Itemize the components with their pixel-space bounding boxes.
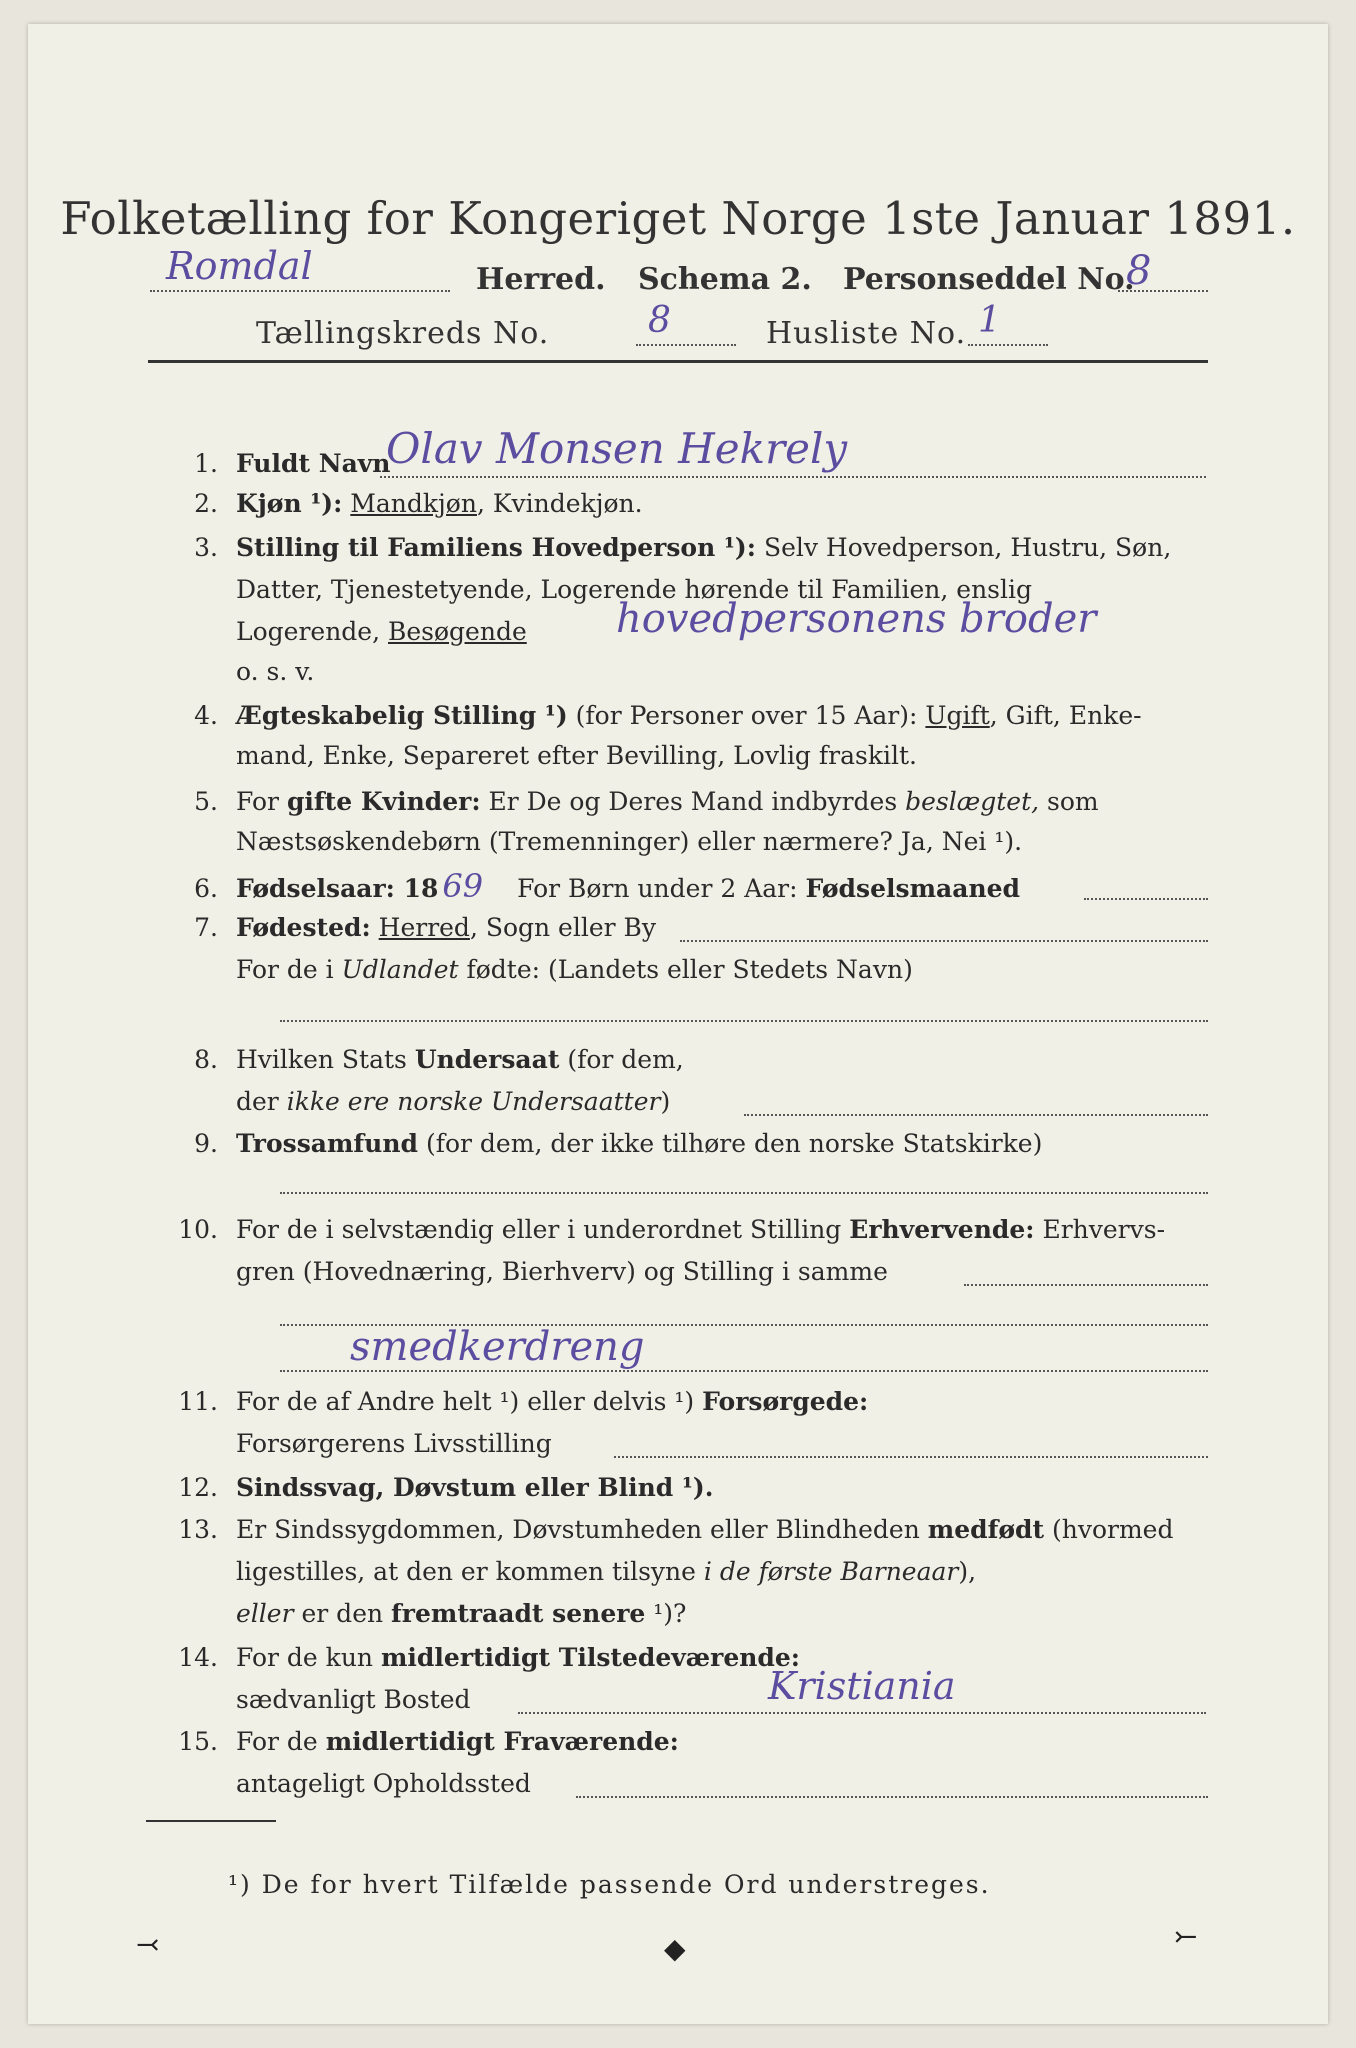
item-6-infant-note: For Børn under 2 Aar: <box>517 874 806 903</box>
item-14-label: midlertidigt Tilstedeværende: <box>380 1643 801 1672</box>
item-8 <box>148 1040 1218 1080</box>
item-6-label: Fødselsaar: 18 <box>236 874 439 903</box>
foreign-birthplace-line <box>280 1020 1208 1022</box>
provider-line <box>614 1456 1208 1458</box>
herred-value: Romdal <box>166 244 313 288</box>
full-name-line <box>380 476 1206 478</box>
item-14-number: 14. <box>178 1643 218 1672</box>
footnote: ¹) De for hvert Tilfælde passende Ord understreges. <box>228 1870 991 1899</box>
item-13-question: ¹)? <box>645 1599 687 1628</box>
expected-residence-line <box>576 1796 1208 1798</box>
item-8-hvilken: Hvilken Stats <box>236 1045 415 1074</box>
item-13-ligestilles: ligestilles, at den er kommen tilsyne <box>236 1557 704 1586</box>
item-3-options-line3 <box>236 612 527 652</box>
personseddel-value: 8 <box>1126 248 1152 294</box>
item-8-der: der <box>236 1087 287 1116</box>
item-6-birth-month-label: Fødselsmaaned <box>805 874 1021 903</box>
center-mark: ◆ <box>664 1932 686 1965</box>
item-10-number: 10. <box>178 1215 218 1244</box>
husliste-dotted-line <box>968 344 1048 346</box>
item-9-note: (for dem, der ikke tilhøre den norske Statskirke) <box>418 1129 1043 1158</box>
header-rule <box>148 360 1208 363</box>
personseddel-label: Personseddel No. <box>843 262 1135 297</box>
item-13-barneaar: i de første Barneaar <box>703 1557 959 1586</box>
item-12 <box>148 1468 1218 1508</box>
item-3-osv: o. s. v. <box>236 657 315 686</box>
item-3-options-line2: Datter, Tjenestetyende, Logerende hørende til Familien, enslig <box>236 575 1033 604</box>
usual-residence-line <box>518 1712 1206 1714</box>
item-4 <box>148 696 1218 736</box>
item-3-number: 3. <box>194 533 218 562</box>
family-position-value: hovedpersonens broder <box>616 596 1097 642</box>
item-13-line2 <box>236 1552 976 1592</box>
item-12-label: Sindssvag, Døvstum eller Blind ¹). <box>236 1473 714 1502</box>
marital-option-ugift: Ugift <box>925 701 990 730</box>
item-5-som: som <box>1039 787 1099 816</box>
citizenship-line <box>744 1114 1208 1116</box>
item-5-line2: Næstsøskendebørn (Tremenninger) eller nærmere? Ja, Nei ¹). <box>236 827 1023 856</box>
item-3 <box>148 528 1218 568</box>
item-2-label: Kjøn ¹): <box>236 489 343 518</box>
schema-label: Schema 2. <box>638 262 812 297</box>
item-13-er-den: er den <box>293 1599 392 1628</box>
item-7 <box>148 908 1218 948</box>
item-5-number: 5. <box>194 787 218 816</box>
item-13-hvormed: (hvormed <box>1044 1515 1174 1544</box>
item-9-label: Trossamfund <box>236 1129 419 1158</box>
item-15-intro: For de <box>236 1727 326 1756</box>
item-3-options-line1: Selv Hovedperson, Hustru, Søn, <box>763 533 1172 562</box>
item-3-label: Stilling til Familiens Hovedperson ¹): <box>236 533 756 562</box>
item-7-label: Fødested: <box>236 913 371 942</box>
herred-dotted-line <box>150 290 450 292</box>
item-10 <box>148 1210 1218 1250</box>
birth-year-value: 69 <box>442 867 484 905</box>
item-5-question: Er De og Deres Mand indbyrdes <box>480 787 906 816</box>
item-9 <box>148 1124 1218 1164</box>
item-13-intro: Er Sindssygdommen, Døvstumheden eller Blindheden <box>236 1515 928 1544</box>
item-10-erhvervs: Erhvervs- <box>1034 1215 1166 1244</box>
kreds-label: Tællingskreds No. <box>256 316 550 351</box>
item-14-line2: sædvanligt Bosted <box>236 1685 471 1714</box>
item-15-label: midlertidigt Fraværende: <box>325 1727 679 1756</box>
corner-mark-right: ⤚ <box>1174 1920 1198 1953</box>
sex-option-male: Mandkjøn <box>350 489 477 518</box>
item-8-line2 <box>236 1082 670 1122</box>
item-13-number: 13. <box>178 1515 218 1544</box>
item-15-line2: antageligt Opholdssted <box>236 1769 531 1798</box>
item-8-number: 8. <box>194 1045 218 1074</box>
item-7-line2 <box>236 950 913 990</box>
item-7-for-de: For de i <box>236 955 342 984</box>
item-11-label: Forsørgede: <box>702 1387 869 1416</box>
item-10-line2: gren (Hovednæring, Bierhverv) og Stilling i samme <box>236 1257 888 1286</box>
item-5-for: For <box>236 787 287 816</box>
item-14 <box>148 1638 1218 1678</box>
item-5-label: gifte Kvinder: <box>286 787 481 816</box>
item-10-label: Erhvervende: <box>849 1215 1035 1244</box>
item-11-number: 11. <box>178 1387 218 1416</box>
item-7-options-rest: , Sogn eller By <box>469 913 657 942</box>
footnote-rule <box>146 1820 276 1822</box>
item-14-intro: For de kun <box>236 1643 381 1672</box>
item-11-line2: Forsørgerens Livsstilling <box>236 1429 552 1458</box>
item-4-label: Ægteskabelig Stilling ¹) <box>236 701 568 730</box>
census-form <box>28 24 1328 2024</box>
item-6 <box>148 866 1218 909</box>
item-13-eller: eller <box>236 1599 294 1628</box>
husliste-value: 1 <box>978 300 1001 341</box>
item-4-line2: mand, Enke, Separeret efter Bevilling, Lovlig fraskilt. <box>236 741 917 770</box>
item-1-label: Fuldt Navn <box>236 449 391 478</box>
marital-options-rest: , Gift, Enke- <box>989 701 1142 730</box>
herred-label: Herred. <box>476 262 606 297</box>
item-8-label: Undersaat <box>414 1045 560 1074</box>
item-8-for-dem: (for dem, <box>559 1045 684 1074</box>
kreds-dotted-line <box>636 344 736 346</box>
full-name-value: Olav Monsen Hekrely <box>386 424 848 473</box>
item-10-intro: For de i selvstændig eller i underordnet Stilling <box>236 1215 850 1244</box>
item-4-number: 4. <box>194 701 218 730</box>
kreds-value: 8 <box>648 300 671 341</box>
occupation-value: smedkerdreng <box>350 1324 645 1370</box>
item-5-beslaegtet: beslægtet, <box>905 787 1040 816</box>
item-11 <box>148 1382 1218 1422</box>
item-11-intro: For de af Andre helt ¹) eller delvis ¹) <box>236 1387 703 1416</box>
birthplace-line <box>680 940 1208 942</box>
occupation-line-1 <box>964 1284 1208 1286</box>
item-3-besogende: Besøgende <box>388 617 527 646</box>
birthplace-option-herred: Herred <box>378 913 470 942</box>
item-9-number: 9. <box>194 1129 218 1158</box>
item-13-line3 <box>236 1594 686 1634</box>
item-13-paren: ), <box>958 1557 977 1586</box>
item-7-udlandet: Udlandet <box>341 955 459 984</box>
usual-residence-value: Kristiania <box>768 1664 956 1708</box>
item-15-number: 15. <box>178 1727 218 1756</box>
item-2-number: 2. <box>194 489 218 518</box>
item-13-medfodt: medfødt <box>927 1515 1045 1544</box>
sex-option-female: , Kvindekjøn. <box>476 489 643 518</box>
item-8-paren: ) <box>660 1087 671 1116</box>
item-2 <box>148 484 1218 524</box>
item-6-number: 6. <box>194 874 218 903</box>
religion-line <box>280 1192 1208 1194</box>
item-5 <box>148 782 1218 822</box>
item-7-foreign-note: fødte: (Landets eller Stedets Navn) <box>458 955 913 984</box>
item-7-number: 7. <box>194 913 218 942</box>
husliste-label: Husliste No. <box>766 316 967 351</box>
item-4-age-note: (for Personer over 15 Aar): <box>575 701 918 730</box>
item-8-not-norwegian: ikke ere norske Undersaatter <box>286 1087 661 1116</box>
item-13 <box>148 1510 1218 1550</box>
occupation-line-3 <box>280 1370 1208 1372</box>
form-title: Folketælling for Kongeriget Norge 1ste Januar 1891. <box>60 192 1296 245</box>
personseddel-dotted-line <box>1118 290 1208 292</box>
birth-month-line <box>1084 898 1208 900</box>
item-12-number: 12. <box>178 1473 218 1502</box>
item-15 <box>148 1722 1218 1762</box>
item-3-logerende: Logerende, <box>236 617 388 646</box>
item-1-number: 1. <box>194 449 218 478</box>
corner-mark-left: ⤙ <box>136 1928 160 1961</box>
item-13-senere: fremtraadt senere <box>391 1599 646 1628</box>
